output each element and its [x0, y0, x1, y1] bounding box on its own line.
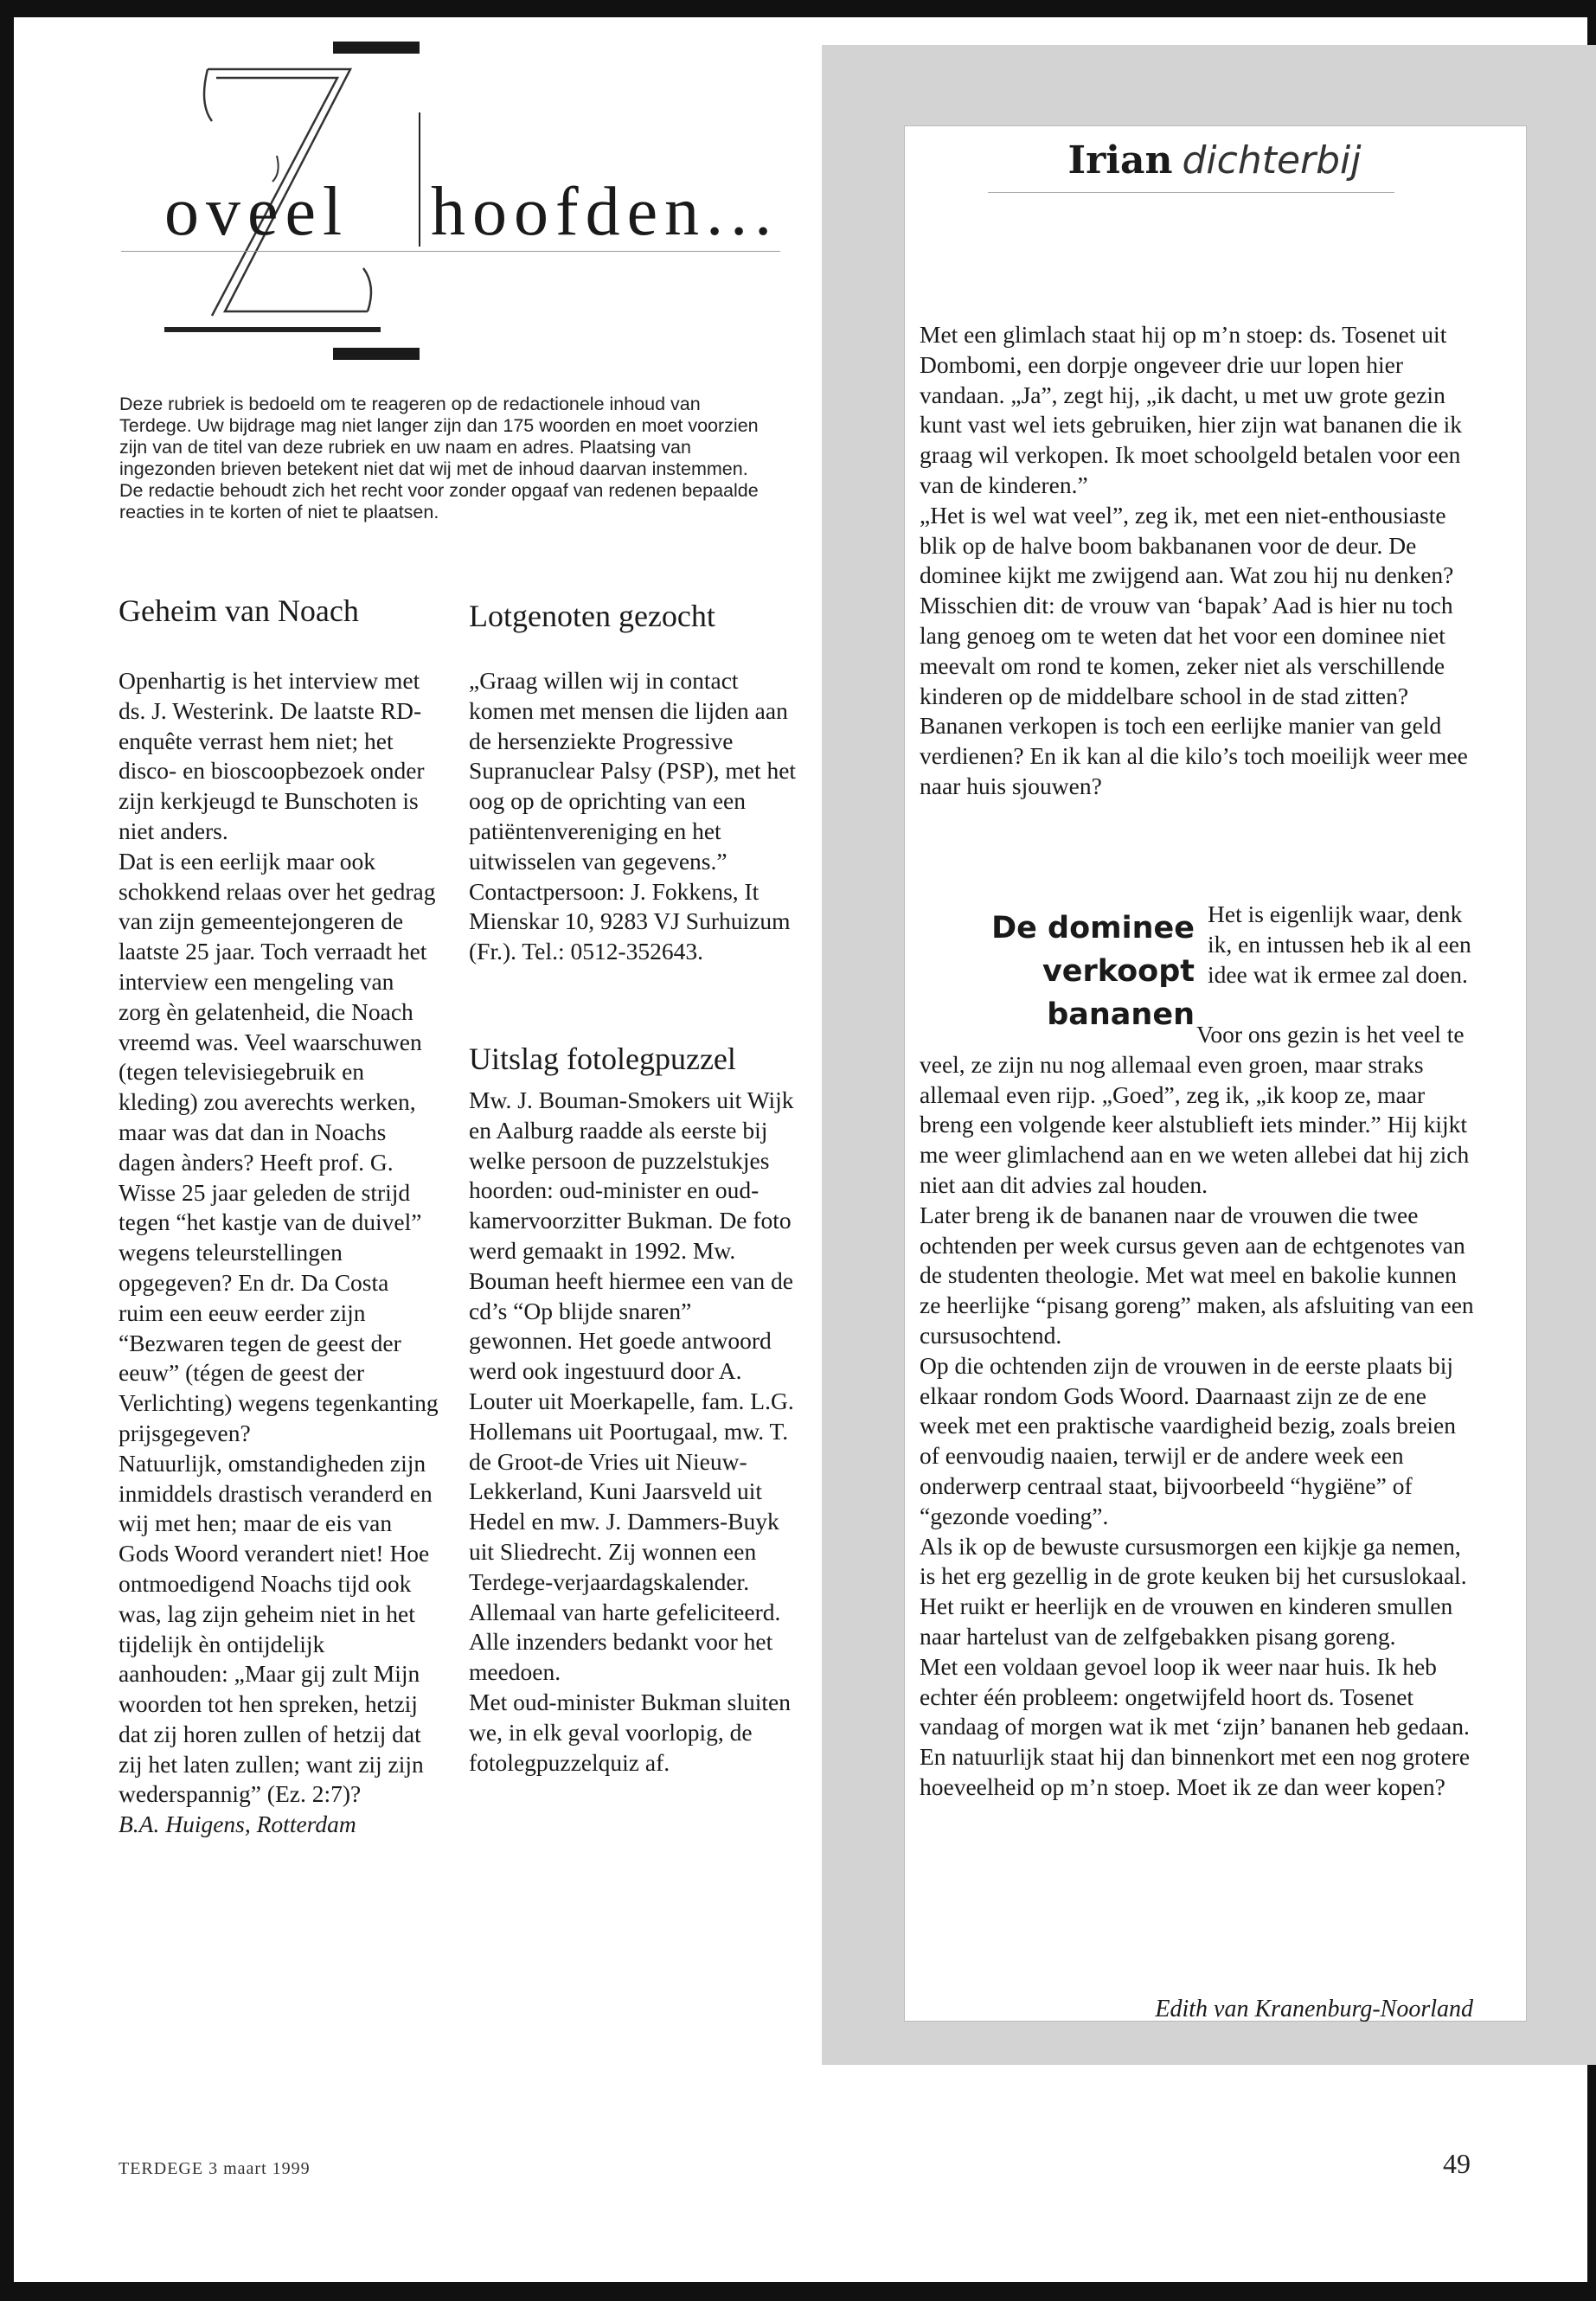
- page-border-bottom: [0, 2282, 1596, 2301]
- letter1-paragraph: Dat is een eerlijk maar ook schokkend relaas over het gedrag van zijn gemeentejongeren de laatste 25 jaar. Toch verraadt het interview een mengeling van zorg èn gelatenheid, die Noach vreemd was. Veel waarschuwen (tegen televisiegebruik en kleding) zou averechts werken, maar was dat dan in Noachs dagen ànders? Heeft prof. G. Wisse 25 jaar geleden de strijd tegen “het kastje van de duivel” wegens teleurstellingen opgegeven? En dr. Da Costa ruim een eeuw eerder zijn “Bezwaren tegen de geest der eeuw” (tégen de geest der Verlichting) wegens tegenkanting prijsgegeven?: [119, 847, 439, 1446]
- heading-geheim-van-noach: Geheim van Noach: [119, 593, 359, 628]
- intro-text: Deze rubriek is bedoeld om te reageren op de redactionele inhoud van Terdege. Uw bijdrage mag niet langer zijn dan 175 woorden en moet voorzien zijn van de titel van deze rubriek en uw naam en adres. Plaatsing van ingezonden brieven betekent niet dat wij met de inhoud daarvan instemmen. De redactie behoudt zich het recht voor zonder opgaaf van redenen bepaalde reacties in te korten of niet te plaatsen.: [119, 394, 759, 522]
- letter1-paragraph: Openhartig is het interview met ds. J. Westerink. De laatste RD-enquête verrast hem niet; het disco- en bioscoopbezoek onder zijn kerkjeugd te Bunschoten is niet anders.: [119, 667, 425, 844]
- letter1-paragraph: Natuurlijk, omstandigheden zijn inmiddels drastisch veranderd en wij met hen; maar de eis van Gods Woord verandert niet! Hoe ontmoedigend Noachs tijd ook was, lag zijn geheim niet in het tijdelijk èn ontijdelijk aanhouden: „Maar gij zult Mijn woorden tot hen spreken, hetzij dat zij horen zullen of hetzij dat zij het laten zullen; want zij zijn wederspannig” (Ez. 2:7)?: [119, 1449, 433, 1808]
- letter-geheim-van-noach: [119, 666, 439, 1840]
- pullquote-line: verkoopt: [1042, 954, 1195, 989]
- heading-lotgenoten-gezocht: Lotgenoten gezocht: [469, 599, 715, 633]
- sidebar-beside-pullquote: Het is eigenlijk waar, denk ik, en intussen heb ik al een idee wat ik ermee zal doen.: [1208, 901, 1471, 988]
- sidebar-paragraph: „Het is wel wat veel”, zeg ik, met een niet-enthousiaste blik op de halve boom bakbananen voor de deur. De dominee kijkt me zwijgend aan. Wat zou hij nu denken? Misschien dit: de vrouw van ‘bapak’ Aad is hier nu toch lang genoeg om te weten dat het voor een dominee niet meevalt om rond te komen, zeker niet als verschillende kinderen op de middelbare school in de stad zitten? Bananen verkopen is toch een eerlijke manier van geld verdienen? En ik kan al die kilo’s toch moeilijk weer mee naar huis sjouwen?: [920, 501, 1468, 799]
- heading-uitslag-fotolegpuzzel: Uitslag fotolegpuzzel: [469, 1042, 736, 1076]
- letter-lotgenoten-gezocht: [469, 666, 798, 967]
- sidebar-title-bold: Irian: [1067, 138, 1173, 183]
- letter3-paragraph: Mw. J. Bouman-Smokers uit Wijk en Aalburg raadde als eerste bij welke persoon de puzzelstukjes hoorden: oud-minister en oud-kamervoorzitter Bukman. De foto werd gemaakt in 1992. Mw. Bouman heeft hiermee een van de cd’s “Op blijde snaren” gewonnen. Het goede antwoord werd ook ingestuurd door A. Louter uit Moerkapelle, fam. L.G. Hollemans uit Poortugaal, mw. T. de Groot-de Vries uit Nieuw-Lekkerland, Kuni Jaarsveld uit Hedel en mw. J. Dammers-Buyk uit Sliedrecht. Zij wonnen een Terdege-verjaardagskalender. Allemaal van harte gefeliciteerd. Alle inzenders bedankt voor het meedoen.: [469, 1086, 794, 1686]
- masthead-bar-bottom: [333, 348, 420, 360]
- page-border-left: [0, 0, 14, 2301]
- sidebar-author: Edith van Kranenburg-Noorland: [1155, 1996, 1473, 2022]
- masthead-divider: [419, 112, 420, 247]
- masthead-title: [164, 173, 779, 252]
- sidebar-paragraph: Voor ons gezin is het veel te veel, ze zijn nu nog allemaal even groen, maar straks allemaal even rijp. „Goed”, zeg ik, „ik koop ze, maar breng een volgende keer alstublieft iets minder.” Hij kijkt me weer glimlachend aan en we weten allebei dat hij zich niet aan dit advies zal houden.: [920, 1021, 1470, 1198]
- sidebar-title-rule: [988, 192, 1394, 193]
- pullquote-line: De dominee: [991, 911, 1195, 945]
- pullquote-line: bananen: [1047, 997, 1195, 1032]
- page-border-top: [0, 0, 1596, 17]
- sidebar-title-italic: dichterbij: [1182, 138, 1362, 183]
- letter-uitslag-fotolegpuzzel: [469, 1086, 798, 1778]
- masthead-title-first: oveel: [164, 174, 349, 250]
- letter3-paragraph: Met oud-minister Bukman sluiten we, in elk geval voorlopig, de fotolegpuzzelquiz af.: [469, 1688, 791, 1776]
- letter1-signature: B.A. Huigens, Rotterdam: [119, 1811, 356, 1838]
- page-number: 49: [1443, 2148, 1471, 2179]
- sidebar-body-top: [920, 320, 1471, 802]
- sidebar-paragraph: Op die ochtenden zijn de vrouwen in de eerste plaats bij elkaar rondom Gods Woord. Daarnaast zijn ze de ene week met een praktische vaardigheid bezig, zoals breien of eenvoudig naaien, terwijl er de andere week een onderwerp centraal staat, bijvoorbeeld “hygiëne” of “gezonde voeding”.: [920, 1351, 1456, 1529]
- sidebar-paragraph: Als ik op de bewuste cursusmorgen een kijkje ga nemen, is het erg gezellig in de grote keuken bij het cursuslokaal. Het ruikt er heerlijk en de vrouwen en kinderen smullen naar hartelust van de zelfgebakken pisang goreng.: [920, 1532, 1467, 1650]
- footer-publication: TERDEGE 3 maart 1999: [119, 2159, 311, 2178]
- sidebar-paragraph: Later breng ik de bananen naar de vrouwen die twee ochtenden per week cursus geven aan de echtgenotes van de studenten theologie. Met wat meel en bakolie kunnen ze heerlijke “pisang goreng” maken, als afsluiting van een cursusochtend.: [920, 1201, 1474, 1349]
- letter2-paragraph: „Graag willen wij in contact komen met mensen die lijden aan de hersenziekte Progressive Supranuclear Palsy (PSP), met het oog op de oprichting van een patiëntenvereniging en het uitwisselen van gegevens.” Contactpersoon: J. Fokkens, It Mienskar 10, 9283 VJ Surhuizum (Fr.). Tel.: 0512-352643.: [469, 667, 797, 965]
- pullquote: [920, 907, 1195, 1036]
- sidebar-title: [904, 138, 1525, 183]
- sidebar-paragraph: Met een voldaan gevoel loop ik weer naar huis. Ik heb echter één probleem: ongetwijfeld hoort ds. Tosenet vandaag of morgen wat ik met ‘zijn’ bananen heb gedaan. En natuurlijk staat hij dan binnenkort met een nog grotere hoeveelheid op m’n stoep. Moet ik ze dan weer kopen?: [920, 1652, 1471, 1800]
- masthead-title-second: hoofden...: [431, 174, 779, 250]
- sidebar-paragraph: Met een glimlach staat hij op m’n stoep: ds. Tosenet uit Dombomi, een dorpje ongeveer drie uur lopen hier vandaan. „Ja”, zegt hij, „ik dacht, u met uw grote gezin kunt vast wel iets gebruiken, hier zijn wat bananen die ik graag wil verkopen. Ik moet schoolgeld betalen voor een van de kinderen.”: [920, 321, 1462, 498]
- sidebar-body-bottom: [920, 1020, 1477, 1803]
